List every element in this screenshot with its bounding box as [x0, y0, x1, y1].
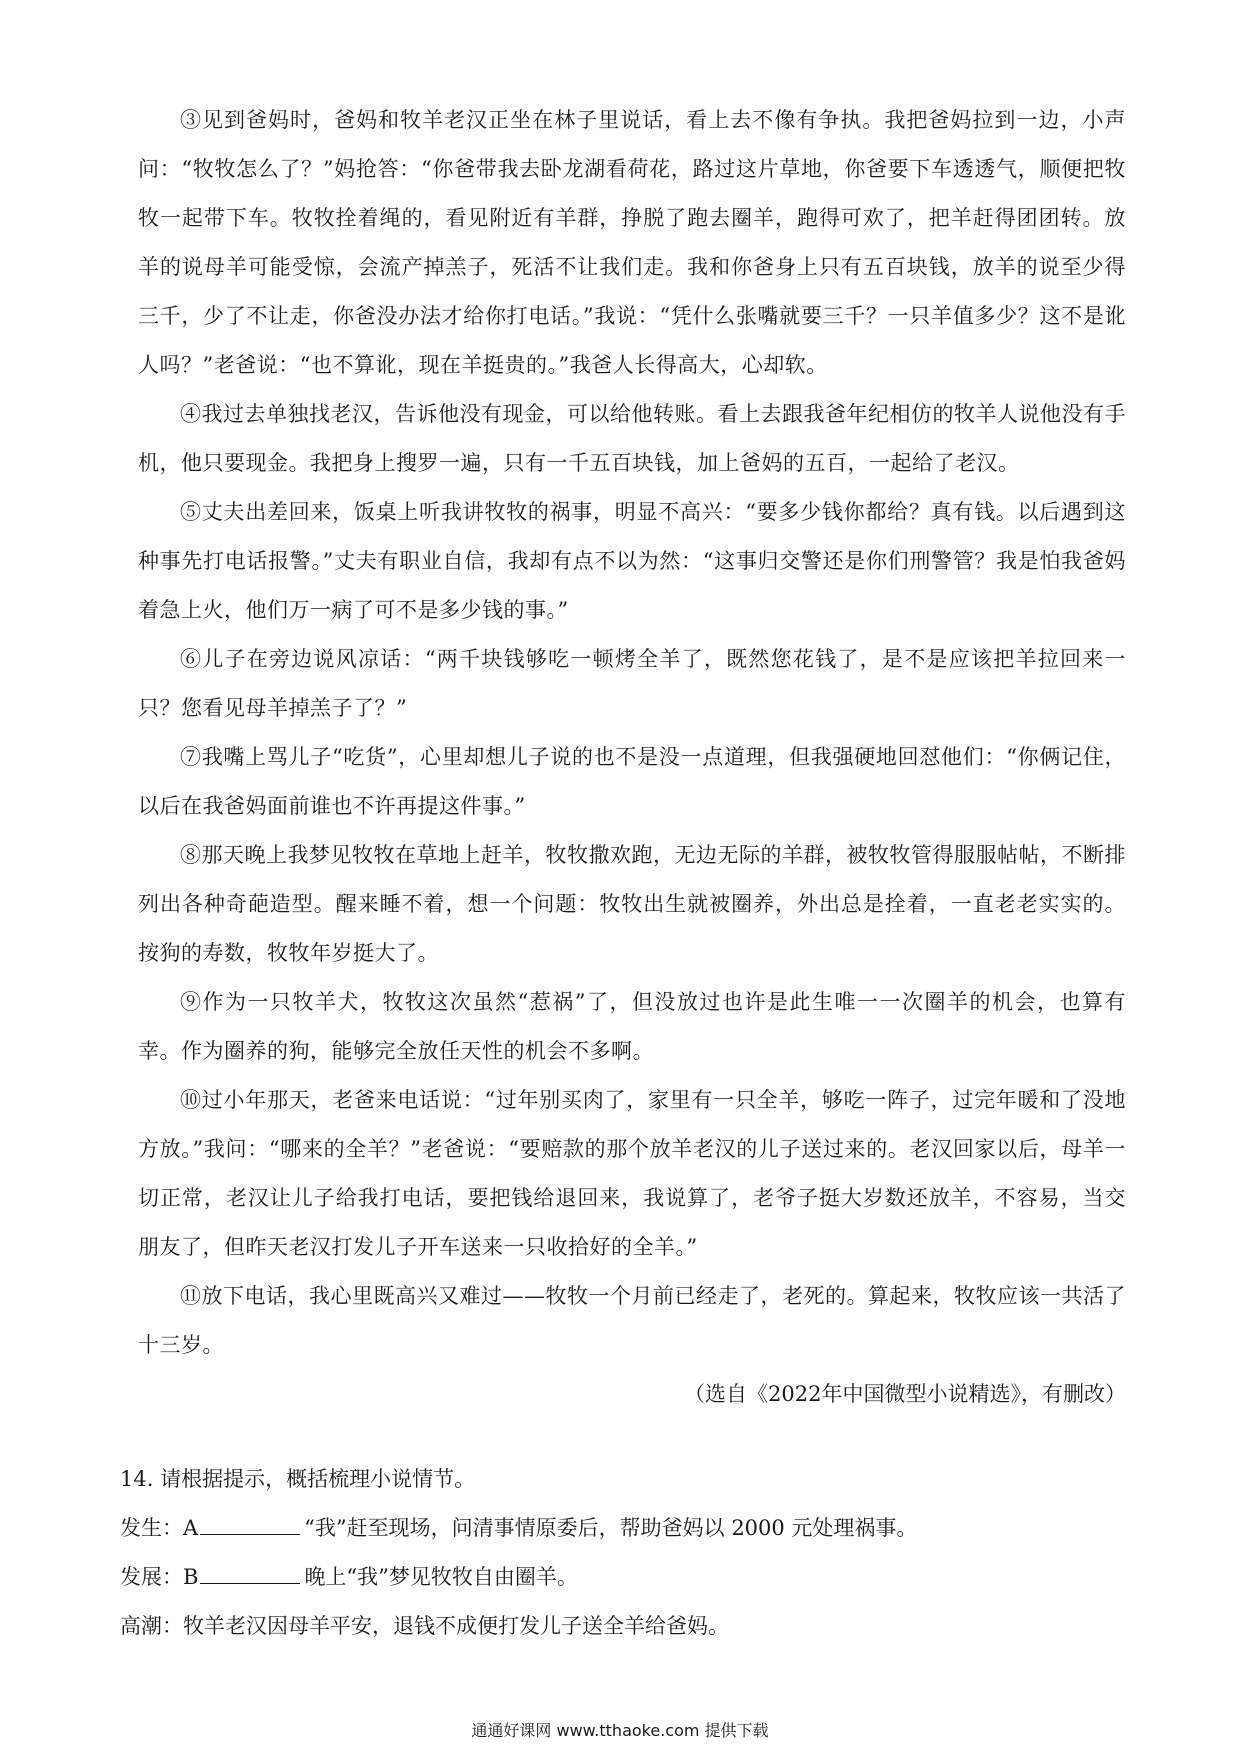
- answer-b-suffix: 晚上“我”梦见牧牧自由圈羊。: [304, 1565, 578, 1589]
- answer-a-prefix: 发生：A: [120, 1516, 199, 1540]
- answer-line-a: [120, 1504, 1120, 1553]
- page-footer: 通通好课网 www.tthaoke.com 提供下载: [471, 1721, 769, 1740]
- question-title: 14. 请根据提示，概括梳理小说情节。: [120, 1467, 476, 1491]
- answer-blank-a[interactable]: [200, 1512, 300, 1535]
- question-14: [120, 1455, 1120, 1651]
- paragraph-4: ④我过去单独找老汉，告诉他没有现金，可以给他转账。看上去跟我爸年纪相仿的牧羊人说他没有手机，他只要现金。我把身上搜罗一遍，只有一千五百块钱，加上爸妈的五百，一起给了老汉。: [138, 402, 1126, 475]
- paragraph-11: ⑪放下电话，我心里既高兴又难过——牧牧一个月前已经走了，老死的。算起来，牧牧应该一共活了十三岁。: [138, 1284, 1126, 1357]
- paragraph-9: ⑨作为一只牧羊犬，牧牧这次虽然“惹祸”了，但没放过也许是此生唯一一次圈羊的机会，也算有幸。作为圈养的狗，能够完全放任天性的机会不多啊。: [138, 990, 1126, 1063]
- paragraph-10: ⑩过小年那天，老爸来电话说：“过年别买肉了，家里有一只全羊，够吃一阵子，过完年暖和了没地方放。”我问：“哪来的全羊？”老爸说：“要赔款的那个放羊老汉的儿子送过来的。老汉回家以后，母羊一切正常，老汉让儿子给我打电话，要把钱给退回来，我说算了，老爷子挺大岁数还放羊，不容易，当交朋友了，但昨天老汉打发儿子开车送来一只收拾好的全羊。”: [138, 1088, 1126, 1259]
- paragraph-7: ⑦我嘴上骂儿子“吃货”，心里却想儿子说的也不是没一点道理，但我强硬地回怼他们：“你俩记住，以后在我爸妈面前谁也不许再提这件事。”: [138, 745, 1126, 818]
- answer-a-suffix: “我”赶至现场，问清事情原委后，帮助爸妈以 2000 元处理祸事。: [304, 1516, 918, 1540]
- source-citation: （选自《2022年中国微型小说精选》，有删改）: [684, 1382, 1126, 1406]
- answer-line-c: 高潮：牧羊老汉因母羊平安，退钱不成便打发儿子送全羊给爸妈。: [120, 1614, 729, 1638]
- answer-line-b: [120, 1553, 1120, 1602]
- paragraph-8: ⑧那天晚上我梦见牧牧在草地上赶羊，牧牧撒欢跑，无边无际的羊群，被牧牧管得服服帖帖，不断排列出各种奇葩造型。醒来睡不着，想一个问题：牧牧出生就被圈养，外出总是拴着，一直老老实实的。按狗的寿数，牧牧年岁挺大了。: [138, 843, 1126, 965]
- paragraph-6: ⑥儿子在旁边说风凉话：“两千块钱够吃一顿烤全羊了，既然您花钱了，是不是应该把羊拉回来一只？您看见母羊掉羔子了？”: [138, 647, 1126, 720]
- paragraph-3: ③见到爸妈时，爸妈和牧羊老汉正坐在林子里说话，看上去不像有争执。我把爸妈拉到一边，小声问：“牧牧怎么了？”妈抢答：“你爸带我去卧龙湖看荷花，路过这片草地，你爸要下车透透气，顺便把牧牧一起带下车。牧牧拴着绳的，看见附近有羊群，挣脱了跑去圈羊，跑得可欢了，把羊赶得团团转。放羊的说母羊可能受惊，会流产掉羔子，死活不让我们走。我和你爸身上只有五百块钱，放羊的说至少得三千，少了不让走，你爸没办法才给你打电话。”我说：“凭什么张嘴就要三千？一只羊值多少？这不是讹人吗？”老爸说：“也不算讹，现在羊挺贵的。”我爸人长得高大，心却软。: [138, 108, 1126, 377]
- answer-blank-b[interactable]: [200, 1561, 300, 1584]
- answer-b-prefix: 发展：B: [120, 1565, 199, 1589]
- paragraph-5: ⑤丈夫出差回来，饭桌上听我讲牧牧的祸事，明显不高兴：“要多少钱你都给？真有钱。以后遇到这种事先打电话报警。”丈夫有职业自信，我却有点不以为然：“这事归交警还是你们刑警管？我是怕我爸妈着急上火，他们万一病了可不是多少钱的事。”: [138, 500, 1126, 622]
- story-text: [138, 96, 1126, 1419]
